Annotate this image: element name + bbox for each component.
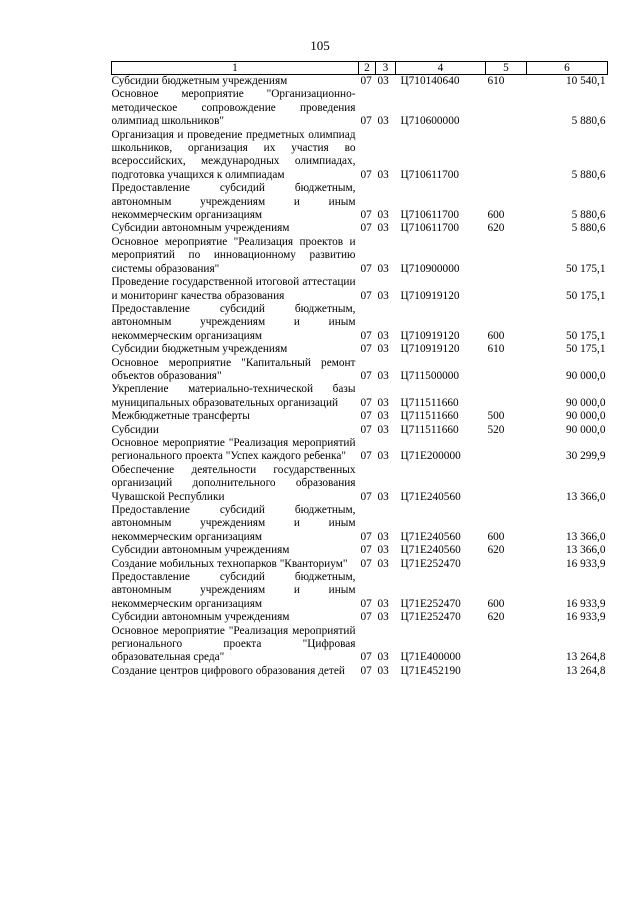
row-amount-cell: 16 933,9 <box>565 611 606 624</box>
row-expense-type-cell <box>486 437 527 464</box>
budget-table <box>111 61 608 678</box>
table-row <box>112 625 608 665</box>
table-row <box>112 558 608 571</box>
row-amount-cell: 10 540,1 <box>565 75 606 87</box>
table-row <box>112 571 608 611</box>
row-amount-cell: 90 000,0 <box>565 369 606 382</box>
row-section-cell: 07 <box>360 75 372 87</box>
row-target-code-cell: Ц710140640 <box>400 75 460 87</box>
row-section-cell: 07 <box>360 115 372 128</box>
row-target-code-cell: Ц711511660 <box>400 396 459 409</box>
row-expense-type-cell: 610 <box>487 75 505 87</box>
row-section-cell: 07 <box>360 222 372 235</box>
row-subsection-cell: 03 <box>377 664 389 677</box>
row-section-cell: 07 <box>360 410 372 423</box>
row-target-code-cell: Ц71Е252470 <box>400 611 461 624</box>
row-subsection-cell: 03 <box>377 168 389 181</box>
row-amount-cell: 13 264,8 <box>565 664 606 677</box>
row-subsection-cell: 03 <box>377 557 389 570</box>
row-target-code-cell: Ц71Е200000 <box>400 450 461 463</box>
row-section-cell: 07 <box>360 651 372 664</box>
row-name-cell: Предоставление субсидий бюджетным, автономным учреждениям и иным некоммерческим организациям <box>111 182 356 222</box>
row-target-code-cell: Ц710611700 <box>400 209 460 222</box>
row-subsection-cell: 03 <box>377 329 389 342</box>
row-section-cell: 07 <box>360 369 372 382</box>
row-name-cell: Организация и проведение предметных олимпиад школьников, организация их участия во всероссийских, международных олимпиадах, подготовка учащихся к олимпиадам <box>111 128 356 181</box>
row-name-cell: Основное мероприятие "Реализация мероприятий регионального проекта "Успех каждого ребенка" <box>111 436 356 463</box>
row-subsection-cell: 03 <box>377 396 389 409</box>
row-amount-cell: 5 880,6 <box>571 209 606 222</box>
row-target-code-cell: Ц711511660 <box>400 410 459 423</box>
row-expense-type-cell: 600 <box>487 530 505 543</box>
column-header: 3 <box>376 62 396 75</box>
row-expense-type-cell <box>486 236 527 276</box>
row-expense-type-cell <box>486 357 527 384</box>
row-subsection-cell: 03 <box>377 222 389 235</box>
row-amount-cell: 16 933,9 <box>565 597 606 610</box>
row-section-cell: 07 <box>360 664 372 677</box>
row-name-cell: Субсидии бюджетным учреждениям <box>111 75 288 87</box>
row-section-cell: 07 <box>360 544 372 557</box>
row-subsection-cell: 03 <box>377 530 389 543</box>
row-expense-type-cell <box>486 129 527 183</box>
row-name-cell: Обеспечение деятельности государственных организаций дополнительного образования Чувашской Республики <box>111 463 356 503</box>
column-header: 1 <box>112 62 359 75</box>
row-expense-type-cell: 620 <box>487 611 505 624</box>
row-amount-cell: 5 880,6 <box>571 168 606 181</box>
row-name-cell: Основное мероприятие "Реализация проектов и мероприятий по инновационному развитию системы образования" <box>111 235 356 275</box>
table-row <box>112 343 608 356</box>
row-name-cell: Предоставление субсидий бюджетным, автономным учреждениям и иным некоммерческим организациям <box>111 504 356 543</box>
row-target-code-cell: Ц710611700 <box>400 168 460 181</box>
row-subsection-cell: 03 <box>377 410 389 423</box>
row-name-cell: Предоставление субсидий бюджетным, автономным учреждениям и иным некоммерческим организациям <box>111 302 356 342</box>
table-row <box>112 129 608 183</box>
row-expense-type-cell: 600 <box>487 329 505 342</box>
table-row <box>112 544 608 557</box>
row-target-code-cell: Ц71Е400000 <box>400 651 461 664</box>
row-amount-cell: 5 880,6 <box>571 222 606 235</box>
row-target-code-cell: Ц71Е240560 <box>400 490 461 503</box>
row-name-cell: Субсидии бюджетным учреждениям <box>111 343 288 356</box>
table-row <box>112 410 608 423</box>
row-name-cell: Проведение государственной итоговой аттестации и мониторинг качества образования <box>111 276 356 302</box>
page-number: 105 <box>310 38 330 53</box>
row-target-code-cell: Ц71Е252470 <box>400 597 461 610</box>
row-amount-cell: 90 000,0 <box>565 410 606 423</box>
row-subsection-cell: 03 <box>377 651 389 664</box>
row-target-code-cell: Ц710600000 <box>400 115 460 128</box>
row-section-cell: 07 <box>360 530 372 543</box>
row-section-cell: 07 <box>360 611 372 624</box>
row-name-cell: Субсидии автономным учреждениям <box>111 544 290 557</box>
row-section-cell: 07 <box>360 209 372 222</box>
row-target-code-cell: Ц71Е252470 <box>400 557 461 570</box>
row-section-cell: 07 <box>360 168 372 181</box>
row-expense-type-cell: 620 <box>487 222 505 235</box>
row-name-cell: Субсидии автономным учреждениям <box>111 611 290 624</box>
row-subsection-cell: 03 <box>377 75 389 87</box>
row-subsection-cell: 03 <box>377 262 389 275</box>
row-section-cell: 07 <box>360 289 372 302</box>
row-expense-type-cell <box>486 625 527 665</box>
row-amount-cell: 13 366,0 <box>565 530 606 543</box>
row-amount-cell: 50 175,1 <box>565 343 606 356</box>
row-amount-cell: 13 264,8 <box>565 651 606 664</box>
row-name-cell: Основное мероприятие "Реализация мероприятий регионального проекта "Цифровая образовательная среда" <box>111 624 356 664</box>
row-expense-type-cell: 600 <box>487 209 505 222</box>
row-section-cell: 07 <box>360 343 372 356</box>
row-amount-cell: 90 000,0 <box>565 423 606 436</box>
row-amount-cell: 50 175,1 <box>565 262 606 275</box>
row-subsection-cell: 03 <box>377 343 389 356</box>
row-name-cell: Межбюджетные трансферты <box>111 410 250 423</box>
row-target-code-cell: Ц710919120 <box>400 343 460 356</box>
row-target-code-cell: Ц710919120 <box>400 329 460 342</box>
row-target-code-cell: Ц710611700 <box>400 222 460 235</box>
row-name-cell: Укрепление материально-технической базы муниципальных образовательных организаций <box>111 383 356 409</box>
row-subsection-cell: 03 <box>377 490 389 503</box>
row-subsection-cell: 03 <box>377 597 389 610</box>
table-row <box>112 383 608 410</box>
table-row <box>112 611 608 624</box>
row-expense-type-cell <box>486 276 527 303</box>
row-amount-cell: 5 880,6 <box>571 115 606 128</box>
row-section-cell: 07 <box>360 329 372 342</box>
row-name-cell: Основное мероприятие "Капитальный ремонт объектов образования" <box>111 356 356 382</box>
table-row <box>112 424 608 437</box>
row-target-code-cell: Ц710919120 <box>400 289 460 302</box>
row-expense-type-cell <box>486 665 527 678</box>
row-expense-type-cell <box>486 464 527 504</box>
row-amount-cell: 30 299,9 <box>565 450 606 463</box>
row-amount-cell: 13 366,0 <box>565 490 606 503</box>
row-section-cell: 07 <box>360 490 372 503</box>
row-target-code-cell: Ц711500000 <box>400 369 460 382</box>
row-target-code-cell: Ц711511660 <box>400 423 459 436</box>
column-header: 6 <box>527 62 608 75</box>
table-row <box>112 222 608 235</box>
row-subsection-cell: 03 <box>377 115 389 128</box>
table-body <box>112 75 608 679</box>
row-expense-type-cell <box>486 88 527 128</box>
row-section-cell: 07 <box>360 423 372 436</box>
row-target-code-cell: Ц71Е240560 <box>400 530 461 543</box>
table-row <box>112 437 608 464</box>
table-row <box>112 464 608 504</box>
row-expense-type-cell: 600 <box>487 597 505 610</box>
column-header: 4 <box>396 62 486 75</box>
row-amount-cell: 50 175,1 <box>565 329 606 342</box>
row-section-cell: 07 <box>360 557 372 570</box>
table-row <box>112 504 608 544</box>
table-row <box>112 303 608 343</box>
row-expense-type-cell: 610 <box>487 343 505 356</box>
table-row <box>112 276 608 303</box>
row-target-code-cell: Ц710900000 <box>400 262 460 275</box>
row-amount-cell: 16 933,9 <box>565 557 606 570</box>
row-expense-type-cell: 500 <box>487 410 505 423</box>
row-section-cell: 07 <box>360 396 372 409</box>
row-subsection-cell: 03 <box>377 450 389 463</box>
row-target-code-cell: Ц71Е240560 <box>400 544 461 557</box>
row-name-cell: Создание мобильных технопарков "Кванториум" <box>111 557 348 570</box>
row-subsection-cell: 03 <box>377 289 389 302</box>
row-subsection-cell: 03 <box>377 611 389 624</box>
row-subsection-cell: 03 <box>377 209 389 222</box>
table-row <box>112 236 608 276</box>
row-name-cell: Субсидии <box>111 423 159 436</box>
row-subsection-cell: 03 <box>377 369 389 382</box>
row-name-cell: Основное мероприятие "Организационно-методическое сопровождение проведения олимпиад школьников" <box>111 88 356 128</box>
row-name-cell: Создание центров цифрового образования детей <box>111 664 345 677</box>
row-amount-cell: 13 366,0 <box>565 544 606 557</box>
row-expense-type-cell <box>486 558 527 571</box>
row-subsection-cell: 03 <box>377 544 389 557</box>
row-section-cell: 07 <box>360 262 372 275</box>
table-row <box>112 357 608 384</box>
row-expense-type-cell: 520 <box>487 423 505 436</box>
row-expense-type-cell: 620 <box>487 544 505 557</box>
table-row <box>112 665 608 678</box>
row-name-cell: Субсидии автономным учреждениям <box>111 222 290 235</box>
row-subsection-cell: 03 <box>377 423 389 436</box>
row-name-cell: Предоставление субсидий бюджетным, автономным учреждениям и иным некоммерческим организациям <box>111 571 356 610</box>
column-header: 2 <box>359 62 376 75</box>
table-row <box>112 75 608 89</box>
table-header-row <box>112 62 608 75</box>
row-amount-cell: 50 175,1 <box>565 289 606 302</box>
row-target-code-cell: Ц71Е452190 <box>400 664 461 677</box>
column-header: 5 <box>486 62 527 75</box>
row-section-cell: 07 <box>360 450 372 463</box>
table-row <box>112 182 608 222</box>
row-expense-type-cell <box>486 383 527 410</box>
row-section-cell: 07 <box>360 597 372 610</box>
table-row <box>112 88 608 128</box>
row-amount-cell: 90 000,0 <box>565 396 606 409</box>
